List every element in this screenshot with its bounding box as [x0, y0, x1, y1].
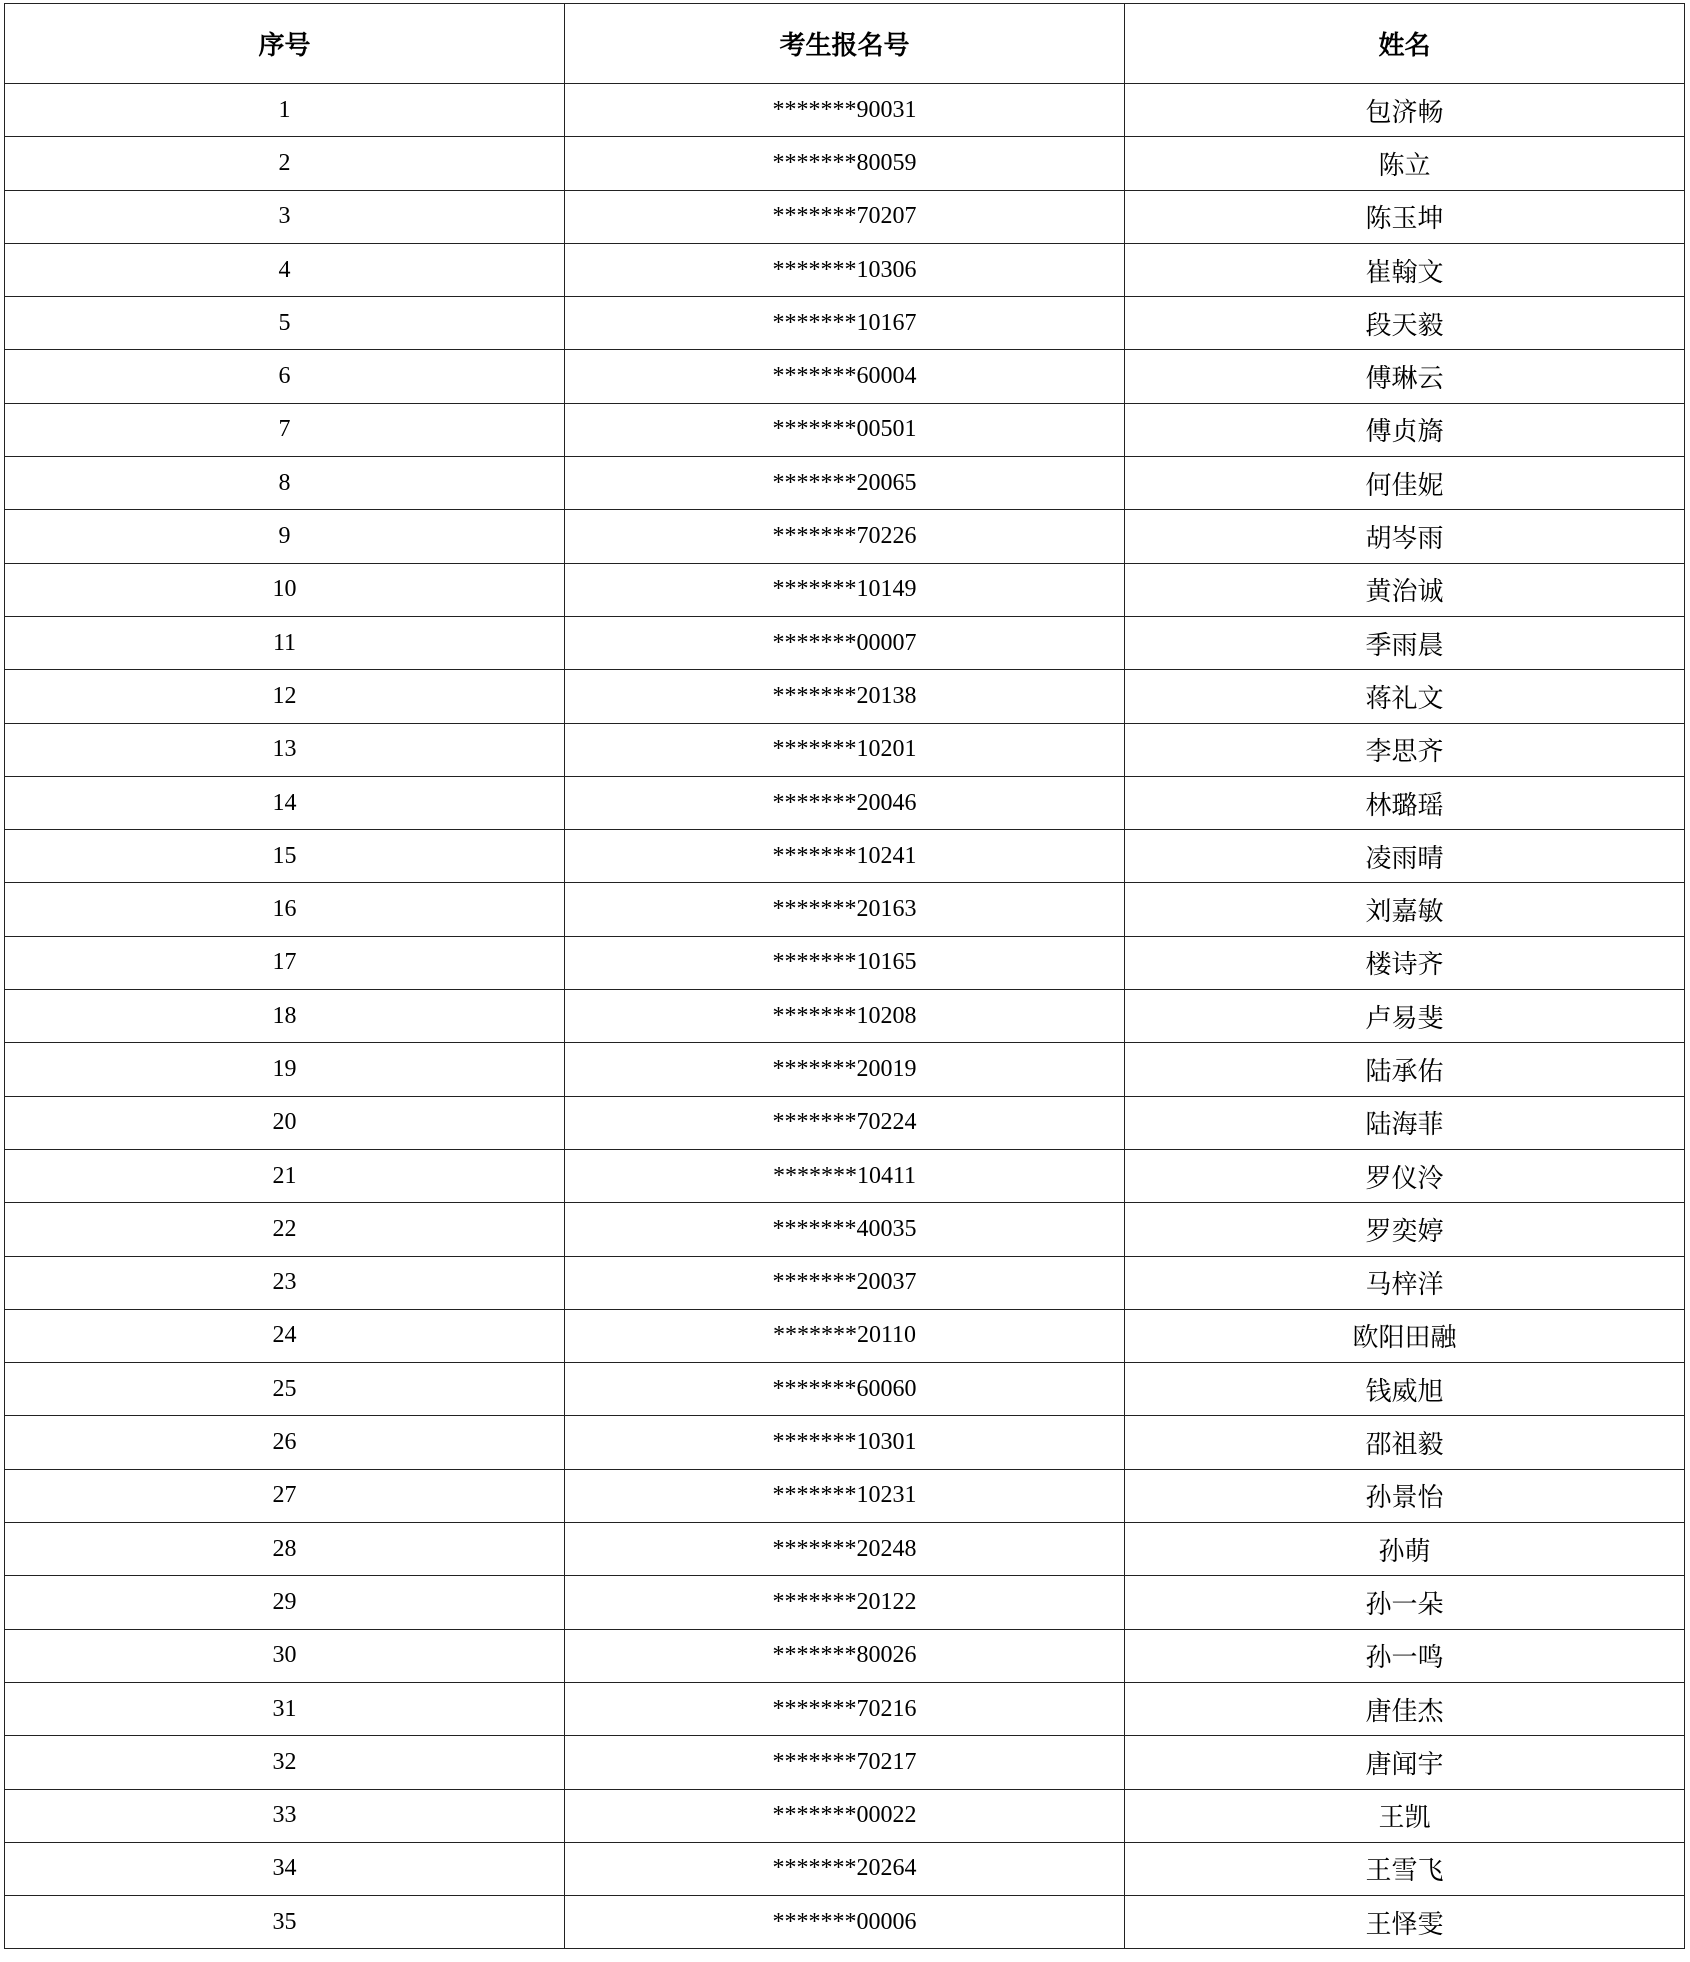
reg-no-cell: *******10149	[565, 563, 1125, 616]
table-row	[5, 563, 1685, 616]
table-row	[5, 936, 1685, 989]
seq-cell: 28	[5, 1523, 565, 1576]
reg-no-cell: *******00501	[565, 403, 1125, 456]
table-row	[5, 1736, 1685, 1789]
table-row	[5, 350, 1685, 403]
reg-no-cell: *******10165	[565, 936, 1125, 989]
table-row	[5, 457, 1685, 510]
name-cell: 马梓洋	[1125, 1256, 1685, 1309]
table-row	[5, 1203, 1685, 1256]
reg-no-cell: *******80026	[565, 1629, 1125, 1682]
table-row	[5, 1363, 1685, 1416]
seq-cell: 32	[5, 1736, 565, 1789]
name-cell: 何佳妮	[1125, 457, 1685, 510]
header-reg-no: 考生报名号	[565, 4, 1125, 84]
name-cell: 唐佳杰	[1125, 1682, 1685, 1735]
name-cell: 楼诗齐	[1125, 936, 1685, 989]
table-row	[5, 510, 1685, 563]
reg-no-cell: *******20037	[565, 1256, 1125, 1309]
seq-cell: 10	[5, 563, 565, 616]
reg-no-cell: *******70207	[565, 190, 1125, 243]
table-row	[5, 723, 1685, 776]
seq-cell: 1	[5, 84, 565, 137]
name-cell: 孙景怡	[1125, 1469, 1685, 1522]
seq-cell: 16	[5, 883, 565, 936]
name-cell: 王怿雯	[1125, 1896, 1685, 1949]
table-row	[5, 84, 1685, 137]
table-row	[5, 1629, 1685, 1682]
seq-cell: 7	[5, 403, 565, 456]
name-cell: 季雨晨	[1125, 616, 1685, 669]
table-row	[5, 1523, 1685, 1576]
table-row	[5, 1576, 1685, 1629]
name-cell: 李思齐	[1125, 723, 1685, 776]
seq-cell: 14	[5, 776, 565, 829]
table-row	[5, 1682, 1685, 1735]
table-row	[5, 403, 1685, 456]
seq-cell: 18	[5, 990, 565, 1043]
table-row	[5, 297, 1685, 350]
name-cell: 黄治诚	[1125, 563, 1685, 616]
seq-cell: 9	[5, 510, 565, 563]
header-name: 姓名	[1125, 4, 1685, 84]
seq-cell: 23	[5, 1256, 565, 1309]
reg-no-cell: *******10411	[565, 1149, 1125, 1202]
name-cell: 胡岑雨	[1125, 510, 1685, 563]
seq-cell: 26	[5, 1416, 565, 1469]
reg-no-cell: *******10231	[565, 1469, 1125, 1522]
name-cell: 卢易斐	[1125, 990, 1685, 1043]
seq-cell: 35	[5, 1896, 565, 1949]
seq-cell: 19	[5, 1043, 565, 1096]
reg-no-cell: *******20248	[565, 1523, 1125, 1576]
reg-no-cell: *******10306	[565, 243, 1125, 296]
name-cell: 孙一鸣	[1125, 1629, 1685, 1682]
table-row	[5, 1149, 1685, 1202]
name-cell: 罗仪泠	[1125, 1149, 1685, 1202]
table-row	[5, 830, 1685, 883]
seq-cell: 33	[5, 1789, 565, 1842]
table-row	[5, 243, 1685, 296]
reg-no-cell: *******40035	[565, 1203, 1125, 1256]
reg-no-cell: *******20122	[565, 1576, 1125, 1629]
table-row	[5, 1896, 1685, 1949]
table-header-row	[5, 4, 1685, 84]
name-cell: 孙一朵	[1125, 1576, 1685, 1629]
table-row	[5, 1789, 1685, 1842]
seq-cell: 20	[5, 1096, 565, 1149]
reg-no-cell: *******00007	[565, 616, 1125, 669]
seq-cell: 3	[5, 190, 565, 243]
name-cell: 傅贞旖	[1125, 403, 1685, 456]
name-cell: 陈立	[1125, 137, 1685, 190]
seq-cell: 21	[5, 1149, 565, 1202]
reg-no-cell: *******70226	[565, 510, 1125, 563]
seq-cell: 24	[5, 1309, 565, 1362]
reg-no-cell: *******10208	[565, 990, 1125, 1043]
table-row	[5, 1416, 1685, 1469]
reg-no-cell: *******10241	[565, 830, 1125, 883]
reg-no-cell: *******70224	[565, 1096, 1125, 1149]
table-row	[5, 1043, 1685, 1096]
name-cell: 蒋礼文	[1125, 670, 1685, 723]
reg-no-cell: *******00022	[565, 1789, 1125, 1842]
name-cell: 唐闻宇	[1125, 1736, 1685, 1789]
seq-cell: 5	[5, 297, 565, 350]
name-cell: 罗奕婷	[1125, 1203, 1685, 1256]
name-cell: 钱威旭	[1125, 1363, 1685, 1416]
name-cell: 陈玉坤	[1125, 190, 1685, 243]
header-seq: 序号	[5, 4, 565, 84]
name-cell: 邵祖毅	[1125, 1416, 1685, 1469]
table-row	[5, 137, 1685, 190]
table-row	[5, 1096, 1685, 1149]
seq-cell: 15	[5, 830, 565, 883]
table-row	[5, 776, 1685, 829]
name-cell: 陆海菲	[1125, 1096, 1685, 1149]
table-row	[5, 670, 1685, 723]
candidate-table	[4, 3, 1685, 1949]
seq-cell: 8	[5, 457, 565, 510]
name-cell: 林璐瑶	[1125, 776, 1685, 829]
reg-no-cell: *******90031	[565, 84, 1125, 137]
reg-no-cell: *******70216	[565, 1682, 1125, 1735]
table-row	[5, 1256, 1685, 1309]
reg-no-cell: *******00006	[565, 1896, 1125, 1949]
table-body	[5, 84, 1685, 1949]
name-cell: 王凯	[1125, 1789, 1685, 1842]
seq-cell: 25	[5, 1363, 565, 1416]
seq-cell: 13	[5, 723, 565, 776]
table-row	[5, 190, 1685, 243]
reg-no-cell: *******60004	[565, 350, 1125, 403]
table-row	[5, 1309, 1685, 1362]
name-cell: 王雪飞	[1125, 1842, 1685, 1895]
reg-no-cell: *******10201	[565, 723, 1125, 776]
reg-no-cell: *******70217	[565, 1736, 1125, 1789]
seq-cell: 4	[5, 243, 565, 296]
name-cell: 刘嘉敏	[1125, 883, 1685, 936]
seq-cell: 34	[5, 1842, 565, 1895]
reg-no-cell: *******60060	[565, 1363, 1125, 1416]
name-cell: 崔翰文	[1125, 243, 1685, 296]
reg-no-cell: *******20163	[565, 883, 1125, 936]
table-row	[5, 883, 1685, 936]
reg-no-cell: *******20264	[565, 1842, 1125, 1895]
name-cell: 欧阳田融	[1125, 1309, 1685, 1362]
name-cell: 凌雨晴	[1125, 830, 1685, 883]
seq-cell: 27	[5, 1469, 565, 1522]
reg-no-cell: *******10167	[565, 297, 1125, 350]
reg-no-cell: *******20046	[565, 776, 1125, 829]
name-cell: 傅琳云	[1125, 350, 1685, 403]
name-cell: 陆承佑	[1125, 1043, 1685, 1096]
name-cell: 段天毅	[1125, 297, 1685, 350]
table-row	[5, 1469, 1685, 1522]
seq-cell: 11	[5, 616, 565, 669]
reg-no-cell: *******20019	[565, 1043, 1125, 1096]
reg-no-cell: *******20065	[565, 457, 1125, 510]
seq-cell: 31	[5, 1682, 565, 1735]
table-row	[5, 616, 1685, 669]
name-cell: 包济畅	[1125, 84, 1685, 137]
seq-cell: 17	[5, 936, 565, 989]
reg-no-cell: *******20110	[565, 1309, 1125, 1362]
name-cell: 孙萌	[1125, 1523, 1685, 1576]
reg-no-cell: *******80059	[565, 137, 1125, 190]
seq-cell: 12	[5, 670, 565, 723]
reg-no-cell: *******10301	[565, 1416, 1125, 1469]
table-row	[5, 1842, 1685, 1895]
seq-cell: 6	[5, 350, 565, 403]
table-row	[5, 990, 1685, 1043]
reg-no-cell: *******20138	[565, 670, 1125, 723]
seq-cell: 2	[5, 137, 565, 190]
seq-cell: 22	[5, 1203, 565, 1256]
seq-cell: 30	[5, 1629, 565, 1682]
seq-cell: 29	[5, 1576, 565, 1629]
